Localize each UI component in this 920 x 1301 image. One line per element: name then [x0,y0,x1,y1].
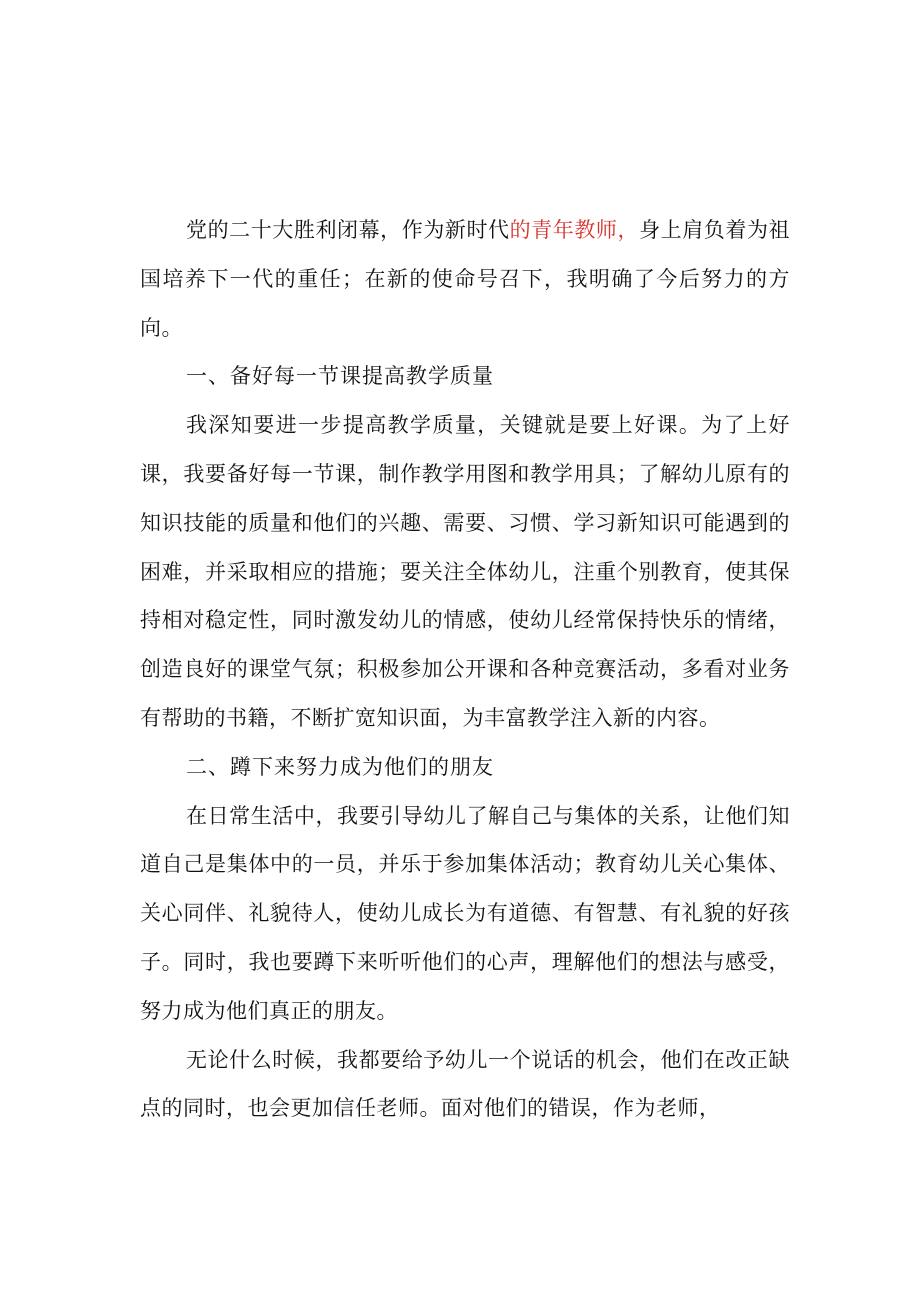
intro-text-before: 党的二十大胜利闭幕，作为新时代 [186,218,510,242]
section1-paragraph: 我深知要进一步提高教学质量，关键就是要上好课。为了上好课，我要备好每一节课，制作教学用图和教学用具；了解幼儿原有的知识技能的质量和他们的兴趣、需要、习惯、学习新知识可能遇到的困难，并采取相应的措施；要关注全体幼儿，注重个别教育，使其保持相对稳定性，同时激发幼儿的情感，使幼儿经常保持快乐的情绪，创造良好的课堂气氛；积极参加公开课和各种竞赛活动，多看对业务有帮助的书籍，不断扩宽知识面，为丰富教学注入新的内容。 [140,413,790,730]
section2-heading: 二、蹲下来努力成为他们的朋友 [186,754,494,779]
section1-heading: 一、备好每一节课提高教学质量 [186,364,494,389]
intro-text-after: 身上肩负着为祖国培养下一代的重任；在新的使命号召下，我明确了今后努力的方向。 [140,218,791,340]
intro-highlight-text: 的青年教师， [509,218,640,242]
intro-paragraph [140,206,790,352]
closing-paragraph: 无论什么时候，我都要给予幼儿一个说话的机会，他们在改正缺点的同时，也会更加信任老师。面对他们的错误，作为老师， [140,1047,790,1121]
section2-paragraph: 在日常生活中，我要引导幼儿了解自己与集体的关系，让他们知道自己是集体中的一员，并乐于参加集体活动；教育幼儿关心集体、关心同伴、礼貌待人，使幼儿成长为有道德、有智慧、有礼貌的好孩子。同时，我也要蹲下来听听他们的心声，理解他们的想法与感受，努力成为他们真正的朋友。 [140,803,790,1023]
document-body [140,206,790,1133]
